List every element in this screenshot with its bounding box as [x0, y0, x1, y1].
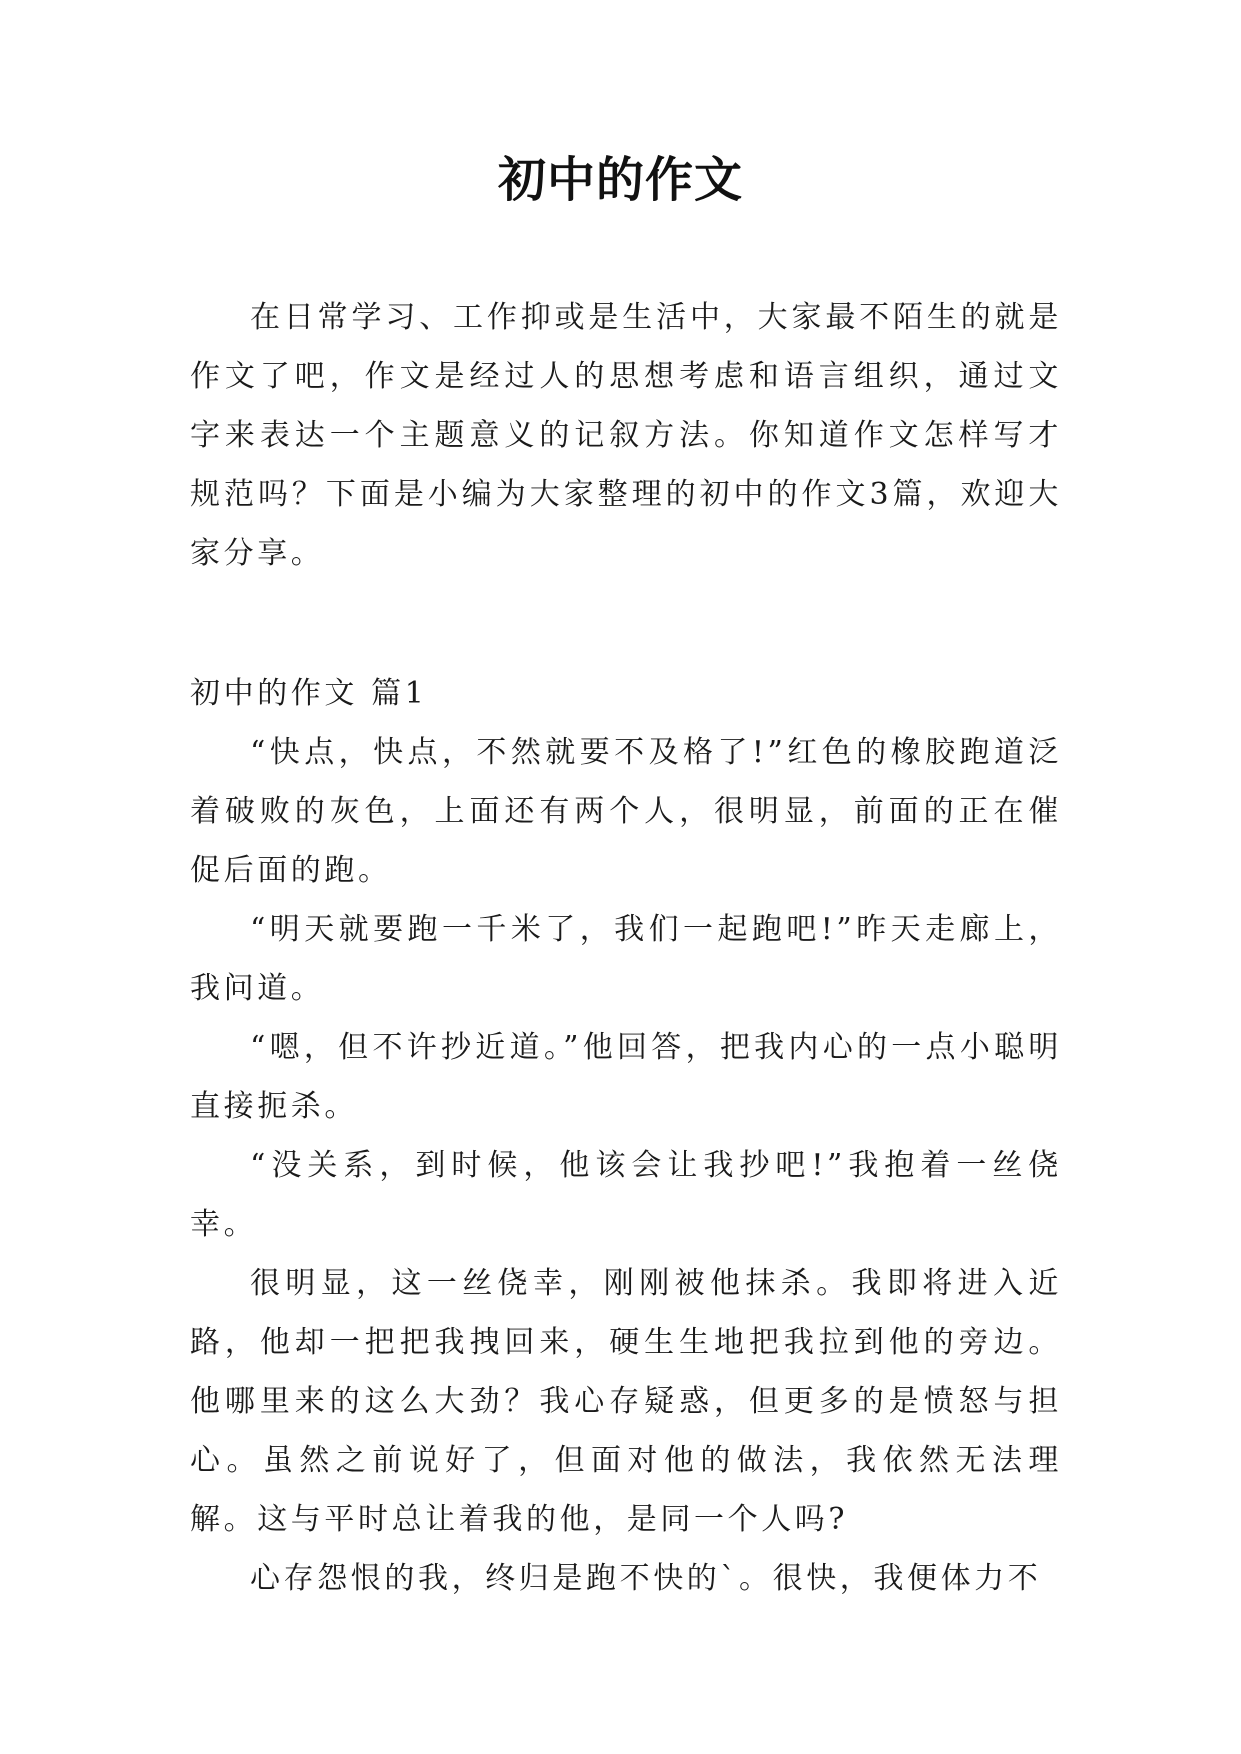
section-heading: 初中的作文 篇1 [190, 676, 428, 711]
section-spacer [190, 583, 1062, 664]
document-body [190, 288, 1062, 1608]
body-paragraph: 心存怨恨的我，终归是跑不快的`。很快，我便体力不 [250, 1561, 1042, 1596]
body-paragraph: 很明显，这一丝侥幸，刚刚被他抹杀。我即将进入近路，他却一把把我拽回来，硬生生地把我拉到他的旁边。他哪里来的这么大劲？我心存疑惑，但更多的是愤怒与担心。虽然之前说好了，但面对他的做法，我依然无法理解。这与平时总让着我的他，是同一个人吗? [190, 1266, 1062, 1537]
body-paragraph: “明天就要跑一千米了，我们一起跑吧!”昨天走廊上，我问道。 [190, 912, 1062, 1006]
body-paragraph: “嗯，但不许抄近道。”他回答，把我内心的一点小聪明直接扼杀。 [190, 1030, 1062, 1124]
document-title: 初中的作文 [497, 152, 743, 208]
intro-paragraph: 在日常学习、工作抑或是生活中，大家最不陌生的就是作文了吧，作文是经过人的思想考虑和语言组织，通过文字来表达一个主题意义的记叙方法。你知道作文怎样写才规范吗？下面是小编为大家整理的初中的作文3篇，欢迎大家分享。 [190, 300, 1062, 571]
body-paragraph: “快点，快点，不然就要不及格了!”红色的橡胶跑道泛着破败的灰色，上面还有两个人，很明显，前面的正在催促后面的跑。 [190, 735, 1062, 888]
body-paragraph: “没关系，到时候，他该会让我抄吧!”我抱着一丝侥幸。 [190, 1148, 1062, 1242]
